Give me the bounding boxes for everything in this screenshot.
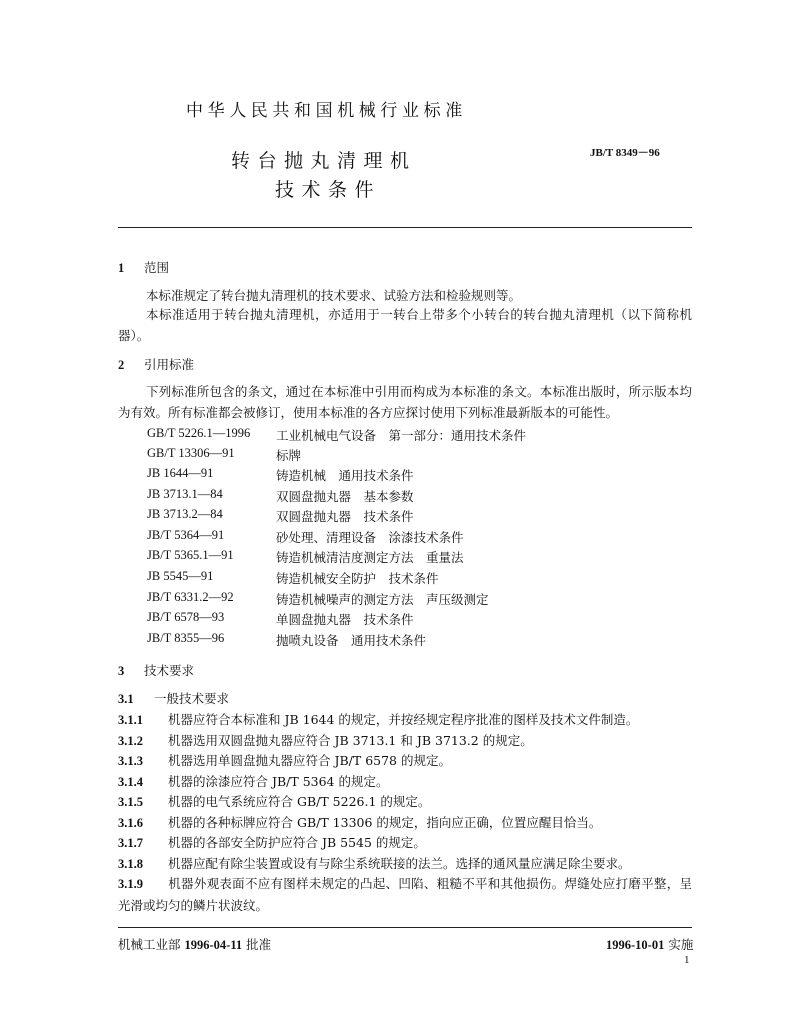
- clause-number: 3.1.7: [118, 836, 143, 850]
- clause-text: 机器的电气系统应符合 GB/T 5226.1 的规定。: [168, 794, 431, 809]
- subsection-title: 一般技术要求: [154, 691, 230, 706]
- document-title-line1: 转台抛丸清理机: [231, 150, 417, 172]
- clause: [118, 792, 430, 810]
- section-1-paragraph-1: 本标准规定了转台抛丸清理机的技术要求、试验方法和检验规则等。: [146, 288, 522, 303]
- section-number: 1: [118, 261, 125, 275]
- clause-number: 3.1.2: [118, 734, 143, 748]
- clause-text: 机器外观表面不应有图样未规定的凸起、凹陷、粗糙不平和其他损伤。焊缝处应打磨平整，呈光滑或均匀的鳞片状波纹。: [118, 876, 692, 913]
- reference-title: 抛喷丸设备 通用技术条件: [276, 633, 427, 648]
- header-divider: [118, 227, 692, 228]
- clause: [118, 772, 388, 790]
- clause-text: 机器应符合本标准和 JB 1644 的规定，并按经规定程序批准的图样及技术文件制造。: [168, 712, 639, 727]
- subsection-3-1-heading: [118, 689, 229, 707]
- clause-text: 机器选用单圆盘抛丸器应符合 JB/T 6578 的规定。: [168, 753, 451, 768]
- clause: [118, 731, 533, 749]
- reference-title: 铸造机械清洁度测定方法 重量法: [276, 550, 464, 565]
- reference-code: JB/T 6578—93: [147, 610, 225, 624]
- section-1-heading: [118, 258, 169, 276]
- section-title: 范围: [144, 260, 170, 275]
- clause: [118, 813, 601, 831]
- effective-line: [606, 935, 693, 953]
- reference-title: 双圆盘抛丸器 基本参数: [276, 489, 414, 504]
- reference-title: 双圆盘抛丸器 技术条件: [276, 509, 414, 524]
- approval-label: 批准: [246, 937, 272, 952]
- reference-code: JB 5545—91: [147, 569, 214, 583]
- reference-title: 铸造机械噪声的测定方法 声压级测定: [276, 592, 489, 607]
- reference-code: JB 3713.1—84: [147, 487, 223, 501]
- section-number: 3: [118, 664, 125, 678]
- clause-text: 机器的涂漆应符合 JB/T 5364 的规定。: [168, 774, 389, 789]
- clause: [118, 751, 451, 769]
- standard-code: JB/T 8349－96: [590, 147, 660, 159]
- reference-code: JB 3713.2—84: [147, 507, 223, 521]
- section-1-paragraph-2: 本标准适用于转台抛丸清理机，亦适用于一转台上带多个小转台的转台抛丸清理机（以下简称机器）。: [118, 307, 692, 343]
- section-3-heading: [118, 661, 194, 679]
- clause-number: 3.1.4: [118, 775, 143, 789]
- effective-label: 实施: [668, 937, 694, 952]
- reference-title: 铸造机械 通用技术条件: [276, 468, 414, 483]
- reference-title: 单圆盘抛丸器 技术条件: [276, 612, 414, 627]
- clause-number: 3.1.5: [118, 795, 143, 809]
- clause-text: 机器应配有除尘装置或设有与除尘系统联接的法兰。选择的通风量应满足除尘要求。: [168, 856, 631, 871]
- section-number: 2: [118, 358, 125, 372]
- clause-number: 3.1.8: [118, 857, 143, 871]
- reference-code: JB/T 5364—91: [147, 528, 225, 542]
- clause: [118, 854, 631, 872]
- reference-title: 铸造机械安全防护 技术条件: [276, 571, 439, 586]
- reference-code: JB/T 5365.1—91: [147, 548, 234, 562]
- approval-date: 1996-04-11: [184, 938, 243, 952]
- section-title: 技术要求: [144, 663, 195, 678]
- effective-date: 1996-10-01: [606, 938, 665, 952]
- clause-number: 3.1.6: [118, 816, 143, 830]
- reference-title: 标牌: [276, 448, 302, 463]
- reference-code: JB 1644—91: [147, 466, 214, 480]
- section-2-intro: 下列标准所包含的条文，通过在本标准中引用而构成为本标准的条文。本标准出版时，所示版本均为有效。所有标准都会被修订，使用本标准的各方应探讨使用下列标准最新版本的可能性。: [118, 384, 692, 420]
- clause-text: 机器选用双圆盘抛丸器应符合 JB 3713.1 和 JB 3713.2 的规定。: [168, 733, 533, 748]
- clause-number: 3.1.3: [118, 754, 143, 768]
- approving-authority: 机械工业部: [118, 937, 181, 952]
- subsection-number: 3.1: [118, 692, 134, 706]
- reference-code: GB/T 13306—91: [147, 446, 235, 460]
- footer-divider: [118, 927, 692, 928]
- reference-code: JB/T 8355—96: [147, 631, 225, 645]
- issuing-organization: 中华人民共和国机械行业标准: [186, 101, 467, 121]
- section-2-heading: [118, 355, 194, 373]
- reference-title: 工业机械电气设备 第一部分：通用技术条件: [276, 428, 527, 443]
- clause-text: 机器的各种标牌应符合 GB/T 13306 的规定，指向应正确，位置应醒目恰当。: [168, 815, 602, 830]
- approval-line: [118, 935, 271, 953]
- clause: [118, 873, 692, 916]
- page-number: 1: [684, 954, 690, 966]
- reference-code: GB/T 5226.1—1996: [147, 426, 251, 440]
- reference-code: JB/T 6331.2—92: [147, 590, 234, 604]
- clause-number: 3.1.1: [118, 713, 143, 727]
- clause-text: 机器的各部安全防护应符合 JB 5545 的规定。: [168, 835, 426, 850]
- document-title-line2: 技术条件: [275, 179, 382, 201]
- clause: [118, 710, 638, 728]
- reference-title: 砂处理、清理设备 涂漆技术条件: [276, 530, 464, 545]
- section-title: 引用标准: [144, 357, 195, 372]
- clause: [118, 833, 426, 851]
- clause-number: 3.1.9: [118, 877, 143, 891]
